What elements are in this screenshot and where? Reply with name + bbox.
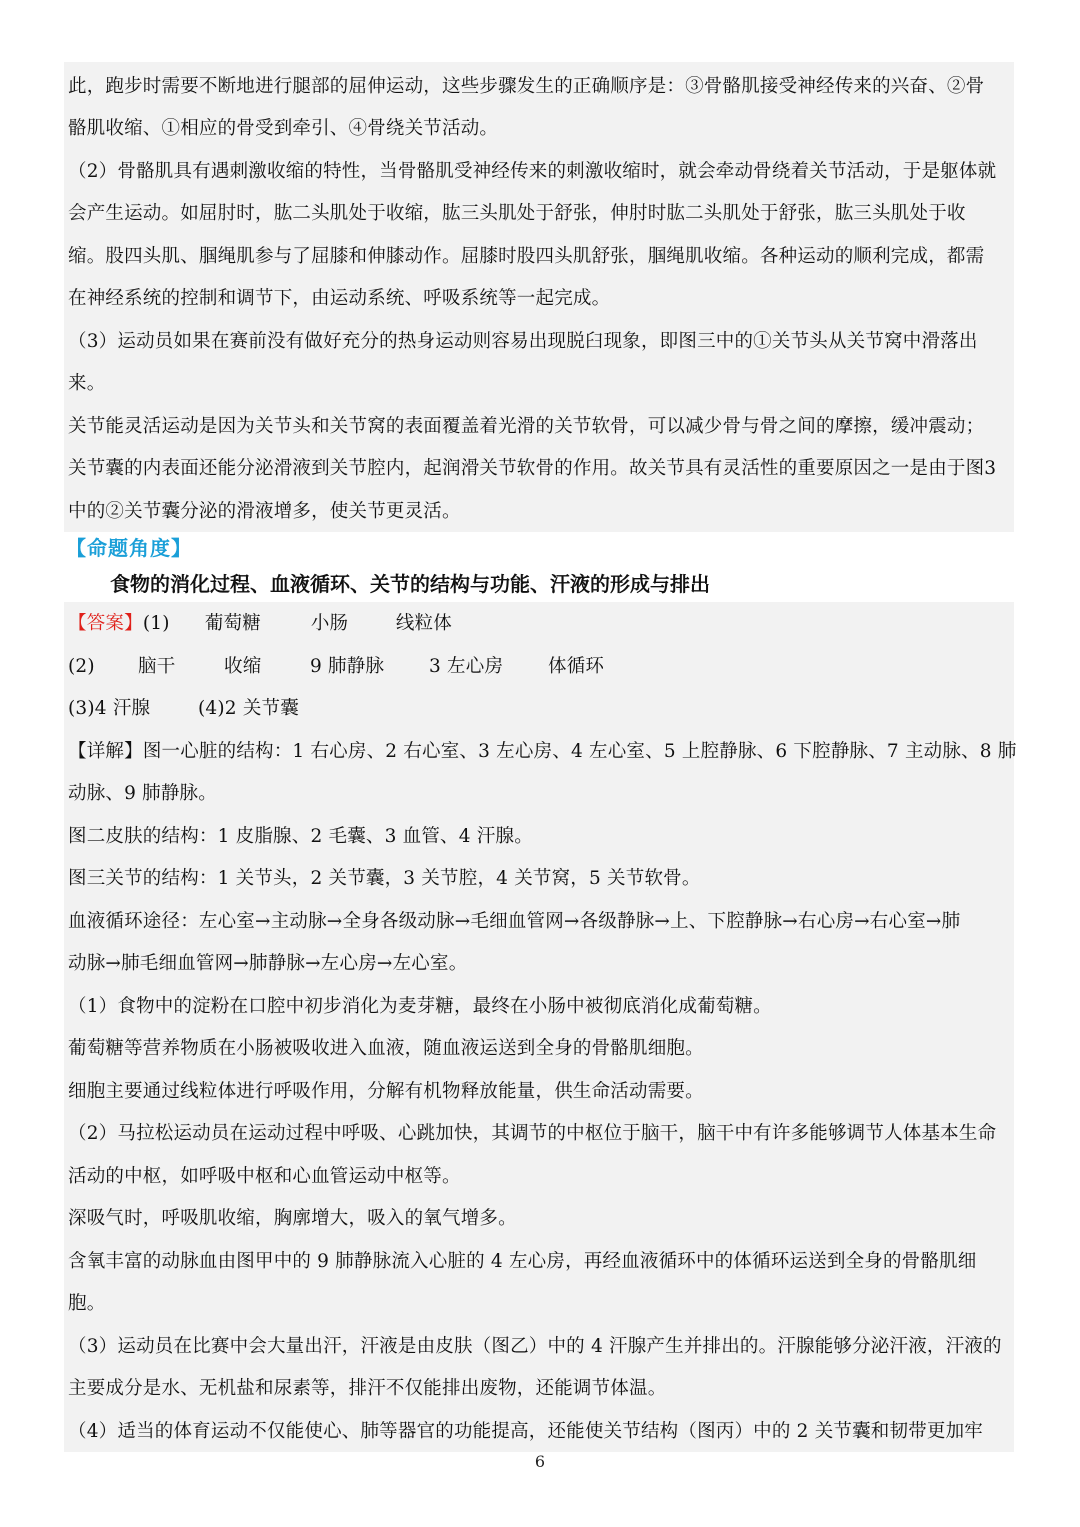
topic-title: 食物的消化过程、血液循环、关节的结构与功能、汗液的形成与排出 bbox=[110, 572, 710, 596]
text-line: （1）食物中的淀粉在口腔中初步消化为麦芽糖，最终在小肠中被彻底消化成葡萄糖。 bbox=[68, 996, 772, 1017]
answer-label: 【答案】 bbox=[68, 613, 143, 634]
detail-label: 【详解】 bbox=[68, 741, 143, 762]
text-line: （3）运动员在比赛中会大量出汗，汗液是由皮肤（图乙）中的 4 汗腺产生并排出的。汗腺能够分泌汗液，汗液的 bbox=[68, 1336, 1002, 1357]
text-line: 血液循环途径：左心室→主动脉→全身各级动脉→毛细血管网→各级静脉→上、下腔静脉→右心房→右心室→肺 bbox=[68, 911, 961, 932]
answer-item: 3 左心房 bbox=[429, 656, 504, 677]
answer-row-3 bbox=[68, 697, 1014, 721]
text-line: 缩。股四头肌、腘绳肌参与了屈膝和伸膝动作。屈膝时股四头肌舒张，腘绳肌收缩。各种运动的顺利完成，都需 bbox=[68, 246, 985, 267]
text-line: 葡萄糖等营养物质在小肠被吸收进入血液，随血液运送到全身的骨骼肌细胞。 bbox=[68, 1038, 704, 1059]
text-line: （4）适当的体育运动不仅能使心、肺等器官的功能提高，还能使关节结构（图丙）中的 2 关节囊和韧带更加牢 bbox=[68, 1421, 984, 1442]
text-line: 图三关节的结构：1 关节头，2 关节囊，3 关节腔，4 关节窝，5 关节软骨。 bbox=[68, 868, 701, 889]
text-line: 会产生运动。如屈肘时，肱二头肌处于收缩，肱三头肌处于舒张，伸肘时肱二头肌处于舒张，肱三头肌处于收 bbox=[68, 203, 966, 224]
explanation-block-continued bbox=[64, 62, 1014, 532]
answer-item: (2) bbox=[68, 656, 95, 677]
text-line: 活动的中枢，如呼吸中枢和心血管运动中枢等。 bbox=[68, 1166, 461, 1187]
text-line: （3）运动员如果在赛前没有做好充分的热身运动则容易出现脱臼现象，即图三中的①关节头从关节窝中滑落出 bbox=[68, 331, 978, 352]
text-line: 含氧丰富的动脉血由图甲中的 9 肺静脉流入心脏的 4 左心房，再经血液循环中的体循环运送到全身的骨骼肌细 bbox=[68, 1251, 977, 1272]
text-line: 关节能灵活运动是因为关节头和关节窝的表面覆盖着光滑的关节软骨，可以减少骨与骨之间的摩擦，缓冲震动； bbox=[68, 416, 985, 437]
text-line: 骼肌收缩、①相应的骨受到牵引、④骨绕关节活动。 bbox=[68, 118, 499, 139]
text-line: 图一心脏的结构：1 右心房、2 右心室、3 左心房、4 左心室、5 上腔静脉、6 下腔静脉、7 主动脉、8 肺 bbox=[142, 741, 1017, 762]
answer-block bbox=[64, 602, 1017, 1452]
answer-item: (4)2 关节囊 bbox=[198, 698, 299, 719]
text-line: 动脉→肺毛细血管网→肺静脉→左心房→左心室。 bbox=[68, 953, 468, 974]
answer-item: 体循环 bbox=[548, 656, 605, 677]
answer-item: 9 肺静脉 bbox=[310, 656, 385, 677]
page-number: 6 bbox=[534, 1452, 546, 1471]
text-line: 此，跑步时需要不断地进行腿部的屈伸运动，这些步骤发生的正确顺序是：③骨骼肌接受神经传来的兴奋、②骨 bbox=[68, 76, 985, 97]
text-line: 图二皮肤的结构：1 皮脂腺、2 毛囊、3 血管、4 汗腺。 bbox=[68, 826, 533, 847]
answer-item: 葡萄糖 bbox=[204, 613, 261, 634]
text-line: 胞。 bbox=[68, 1293, 106, 1314]
answer-item: 收缩 bbox=[224, 656, 262, 677]
answer-item: (3)4 汗腺 bbox=[68, 698, 151, 719]
text-line: 关节囊的内表面还能分泌滑液到关节腔内，起润滑关节软骨的作用。故关节具有灵活性的重要原因之一是由于图3 bbox=[68, 458, 997, 479]
text-line: 动脉、9 肺静脉。 bbox=[68, 783, 217, 804]
text-line: 来。 bbox=[68, 373, 106, 394]
answer-item: (1) bbox=[142, 613, 170, 634]
text-line: 主要成分是水、无机盐和尿素等，排汗不仅能排出废物，还能调节体温。 bbox=[68, 1378, 667, 1399]
text-line: 深吸气时，呼吸肌收缩，胸廓增大，吸入的氧气增多。 bbox=[68, 1208, 517, 1229]
section-heading: 【命题角度】 bbox=[66, 536, 192, 560]
text-line: （2）马拉松运动员在运动过程中呼吸、心跳加快，其调节的中枢位于脑干，脑干中有许多能够调节人体基本生命 bbox=[68, 1123, 997, 1144]
text-line: 细胞主要通过线粒体进行呼吸作用，分解有机物释放能量，供生命活动需要。 bbox=[68, 1081, 704, 1102]
answer-item: 脑干 bbox=[138, 656, 176, 677]
text-line: 中的②关节囊分泌的滑液增多，使关节更灵活。 bbox=[68, 501, 461, 522]
answer-row-2 bbox=[68, 655, 1014, 679]
answer-item: 线粒体 bbox=[395, 613, 452, 634]
answer-item: 小肠 bbox=[310, 613, 349, 634]
text-line: 在神经系统的控制和调节下，由运动系统、呼吸系统等一起完成。 bbox=[68, 288, 611, 309]
answer-row-1 bbox=[68, 612, 1014, 636]
text-line: （2）骨骼肌具有遇刺激收缩的特性，当骨骼肌受神经传来的刺激收缩时，就会牵动骨绕着关节活动，于是躯体就 bbox=[68, 161, 997, 182]
detail-first-line bbox=[68, 740, 1017, 764]
